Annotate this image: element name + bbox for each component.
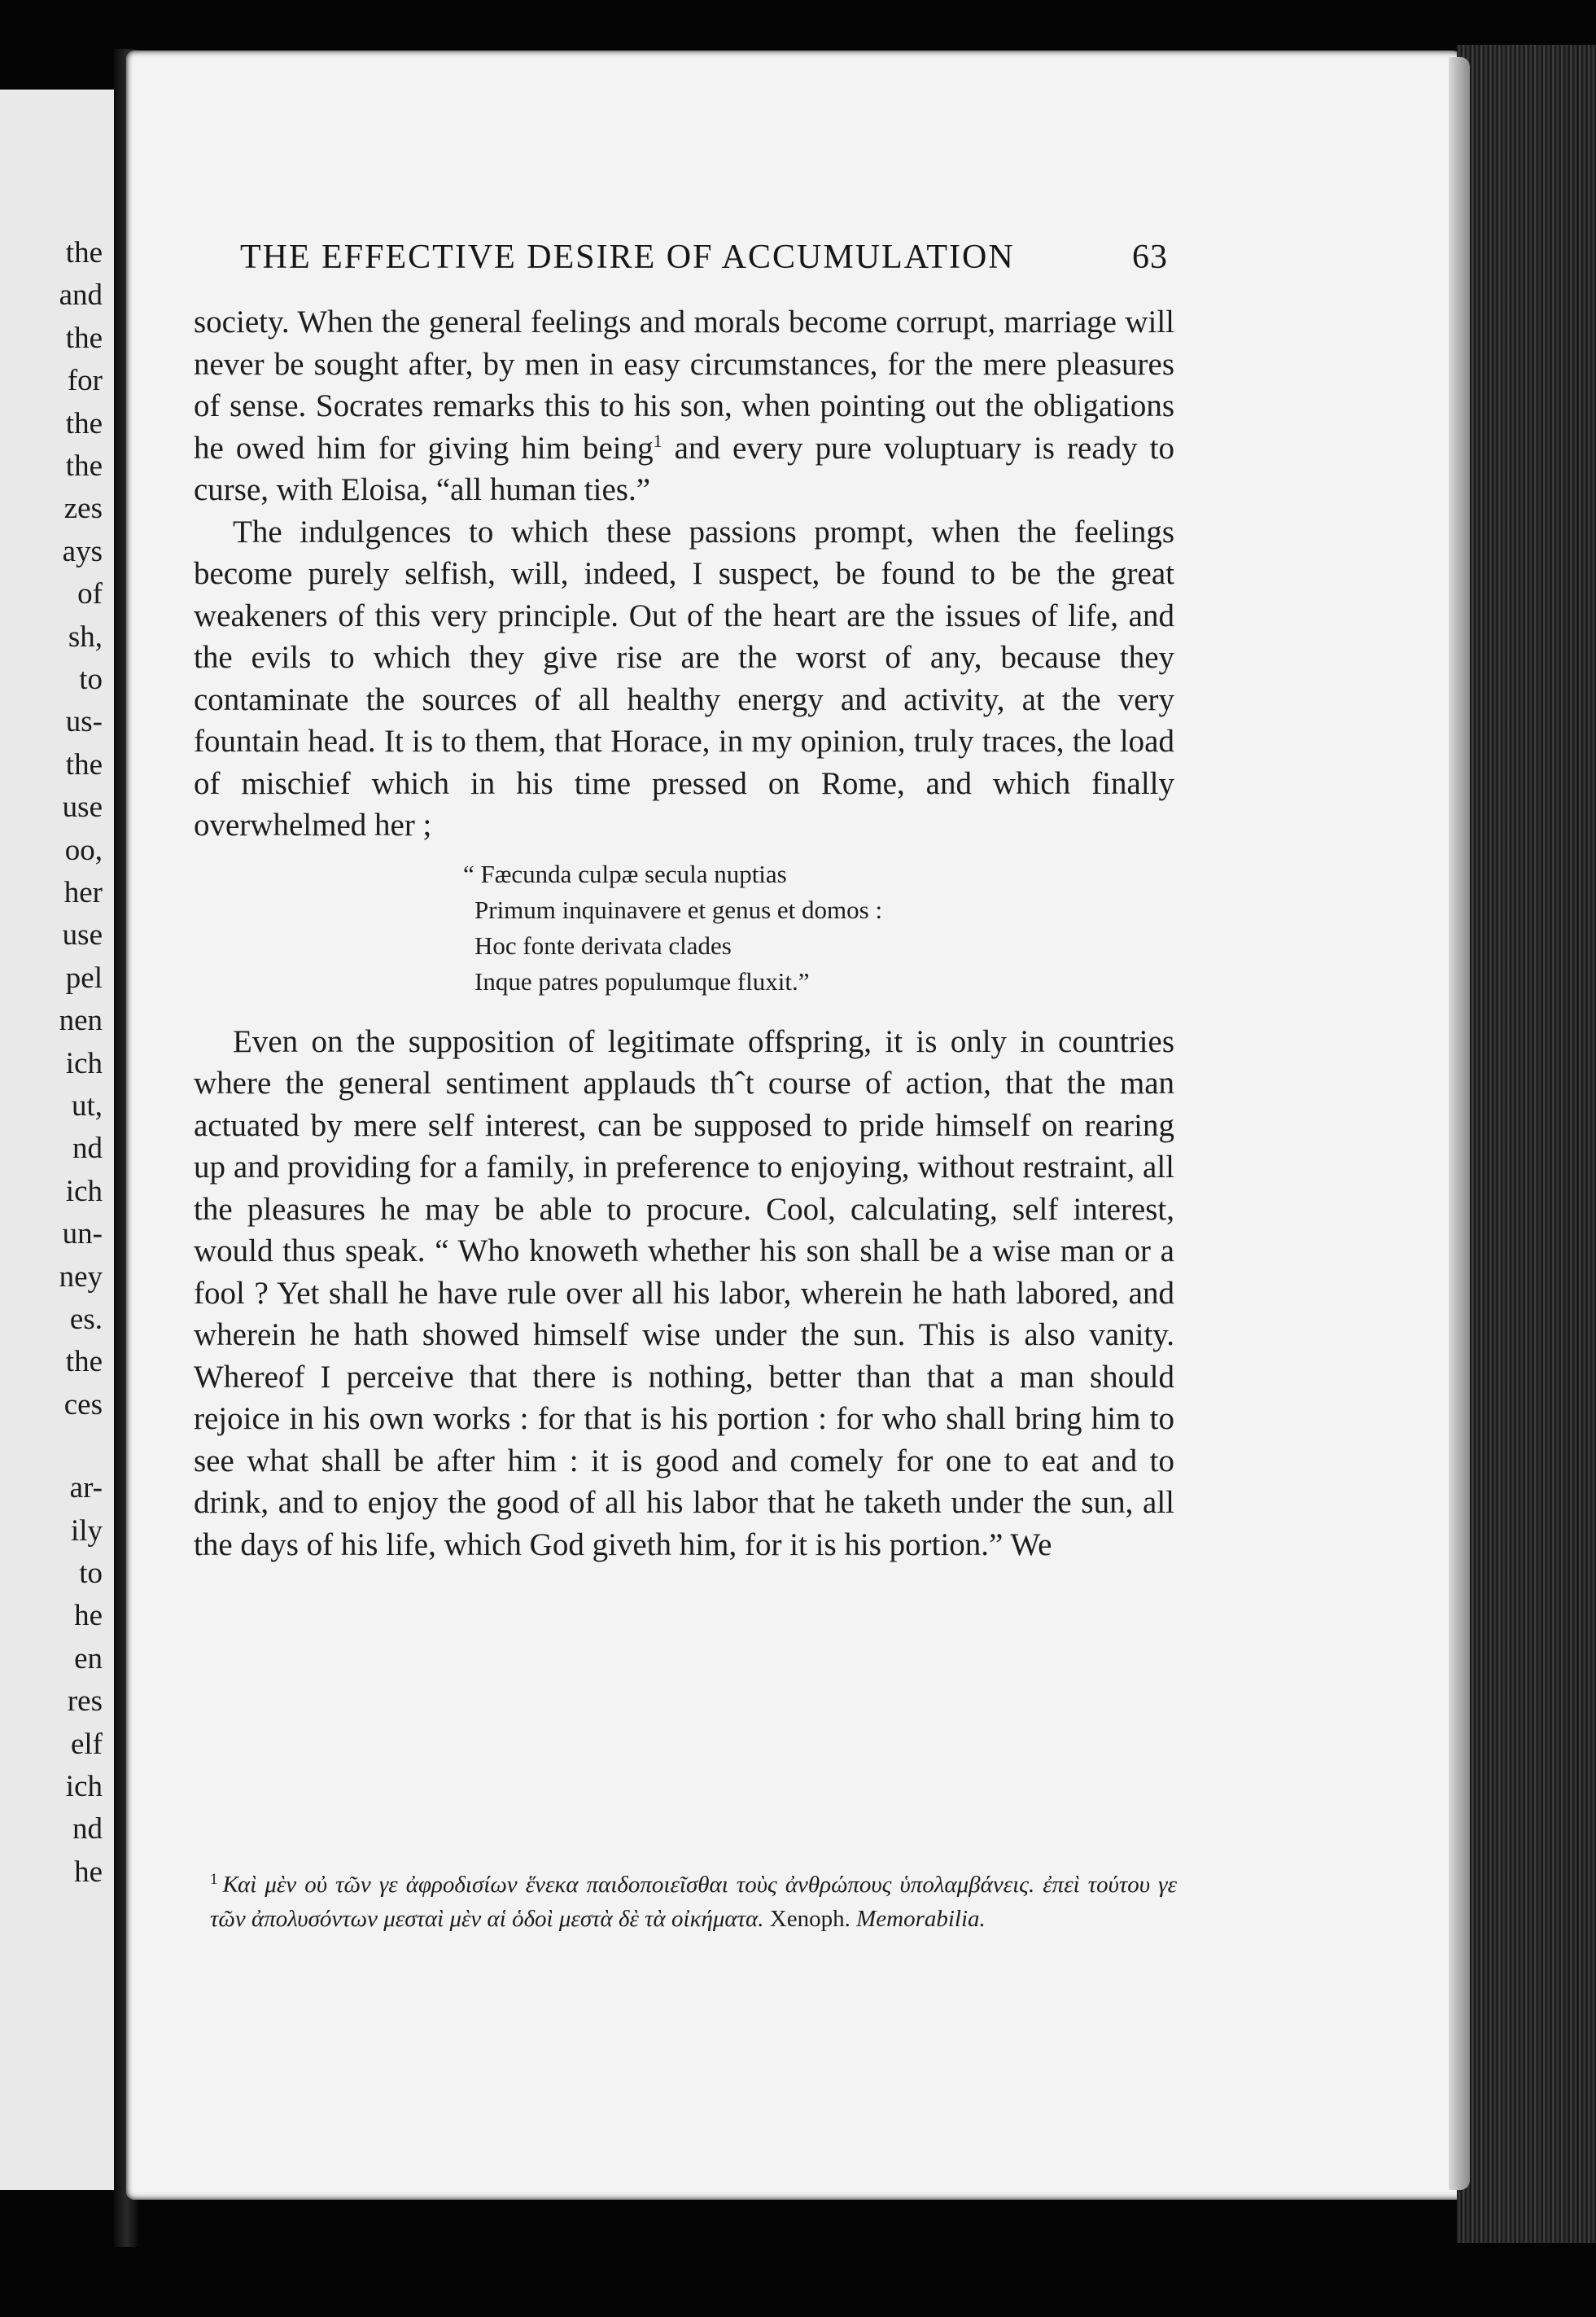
left-page-fragment: ney: [59, 1259, 103, 1294]
left-page-fragment: ays: [62, 534, 103, 568]
footnote: [210, 1863, 1177, 1936]
left-page-fragment: to: [79, 663, 103, 696]
left-page-fragment: he: [74, 1855, 103, 1889]
left-page-fragment: and: [59, 278, 103, 313]
left-page-fragment: to: [79, 1557, 103, 1590]
left-page-fragment: the: [65, 236, 103, 269]
page-edge: [1449, 57, 1470, 2190]
page-number: 63: [1132, 239, 1168, 276]
left-page-fragment: nd: [72, 1132, 103, 1166]
left-page-fragment: zes: [63, 492, 103, 526]
left-page-fragment: nen: [59, 1004, 103, 1038]
paragraph-1-continuation: and every pure voluptuary is ready to curse, with Eloisa, “all human ties.”: [194, 430, 1174, 507]
left-page-fragment: ar-: [69, 1471, 103, 1505]
left-page-fragment: ich: [65, 1174, 103, 1208]
left-page-fragment: en: [74, 1641, 103, 1675]
running-title: THE EFFECTIVE DESIRE OF ACCUMULATION: [240, 239, 1015, 276]
left-page-fragment: use: [62, 918, 103, 953]
left-page-fragment: ich: [65, 1770, 103, 1803]
footnote-reference: 1: [653, 430, 662, 451]
left-page-fragment: the: [65, 321, 103, 355]
left-page-fragment: ily: [70, 1513, 103, 1548]
left-page-fragment: for: [67, 364, 103, 398]
left-page-fragment: the: [65, 747, 103, 782]
left-page-fragment: es.: [69, 1303, 103, 1336]
running-header: [240, 238, 1168, 277]
latin-quotation: [463, 856, 1174, 1000]
left-page-fragment: her: [63, 876, 103, 909]
left-page-fragment: elf: [70, 1727, 103, 1761]
left-page-fragment: un-: [62, 1217, 103, 1251]
left-page-fragment: the: [65, 1345, 103, 1379]
left-page-fragment: of: [77, 577, 103, 611]
facing-page-left: [0, 90, 119, 2190]
left-page-fragment: sh,: [68, 620, 103, 654]
paragraph-3: Even on the supposition of legitimate offspring, it is only in countries where the general sentiment applauds thˆt course of action, that the man actuated by mere self interest, can be supposed to pride himself on rearing up and providing for a family, in preference to enjoying, without restraint, all the pleasures he may be able to procure. Cool, calculating, self interest, would thus speak. “ Who knoweth whether his son shall be a wise man or a fool ? Yet shall he have rule over all his labor, wherein he hath labored, and wherein he hath showed himself wise under the sun. This is also vanity. Whereof I perceive that there is nothing, better than that a man should rejoice in his own works : for that is his portion : for who shall bring him to see what shall be after him : it is good and comely for one to eat and to drink, and to enjoy the good of all his labor that he taketh under the sun, all the days of his life, which God giveth him, for it is his portion.” We: [194, 1023, 1174, 1562]
left-page-fragment: pel: [65, 961, 103, 995]
footnote-marker: 1: [210, 1871, 218, 1888]
left-page-fragment: use: [62, 791, 103, 825]
left-page-fragment: he: [74, 1599, 103, 1633]
left-page-fragment: ut,: [71, 1089, 103, 1123]
paragraph-1: [194, 301, 1174, 511]
left-page-fragment: nd: [72, 1812, 103, 1846]
left-page-fragment: res: [67, 1684, 103, 1719]
verse-line: Inque patres populumque fluxit.”: [474, 966, 810, 996]
footnote-author: Xenoph.: [769, 1906, 850, 1932]
verse-line: “ Fæcunda culpæ secula nuptias: [463, 859, 787, 888]
left-page-fragment: oo,: [64, 833, 103, 867]
left-page-fragment: the: [65, 406, 103, 440]
footnote-work: Memorabilia.: [856, 1906, 986, 1932]
page-body: [194, 301, 1174, 1566]
left-page-fragment: ces: [63, 1387, 103, 1421]
verse-line: Hoc fonte derivata clades: [474, 931, 732, 960]
page-edges-stack: [1457, 45, 1596, 2243]
verse-line: Primum inquinavere et genus et domos :: [474, 895, 883, 924]
left-page-fragment: ich: [65, 1046, 103, 1080]
left-page-fragment: the: [65, 449, 103, 483]
paragraph-1-text: society. When the general feelings and morals become corrupt, marriage will never be sought after, by men in easy circumstances, for the mere pleasures of sense. Socrates remarks this to his son, when pointing out the obligations he owed him for giving him being: [194, 304, 1174, 466]
left-page-fragment: us-: [65, 705, 103, 739]
paragraph-2: The indulgences to which these passions prompt, when the feelings become purely selfish, will, indeed, I suspect, be found to be the great weakeners of this very principle. Out of the heart are the issues of life, and the evils to which they give rise are the worst of any, because they contaminate the sources of all healthy energy and activity, at the very fountain head. It is to them, that Horace, in my opinion, truly traces, the load of mischief which in his time pressed on Rome, and which finally overwhelmed her ;: [194, 514, 1174, 843]
footnote-greek-text: Καὶ μὲν οὐ τῶν γε ἀφροδισίων ἕνεκα παιδοποιεῖσθαι τοὺς ἀνθρώπους ὑπολαμβάνεις. ἐπεὶ τούτου γε τῶν ἀπολυσόντων μεσταὶ μὲν αἱ ὁδοὶ μεστὰ δὲ τὰ οἰκήματα.: [210, 1872, 1177, 1932]
